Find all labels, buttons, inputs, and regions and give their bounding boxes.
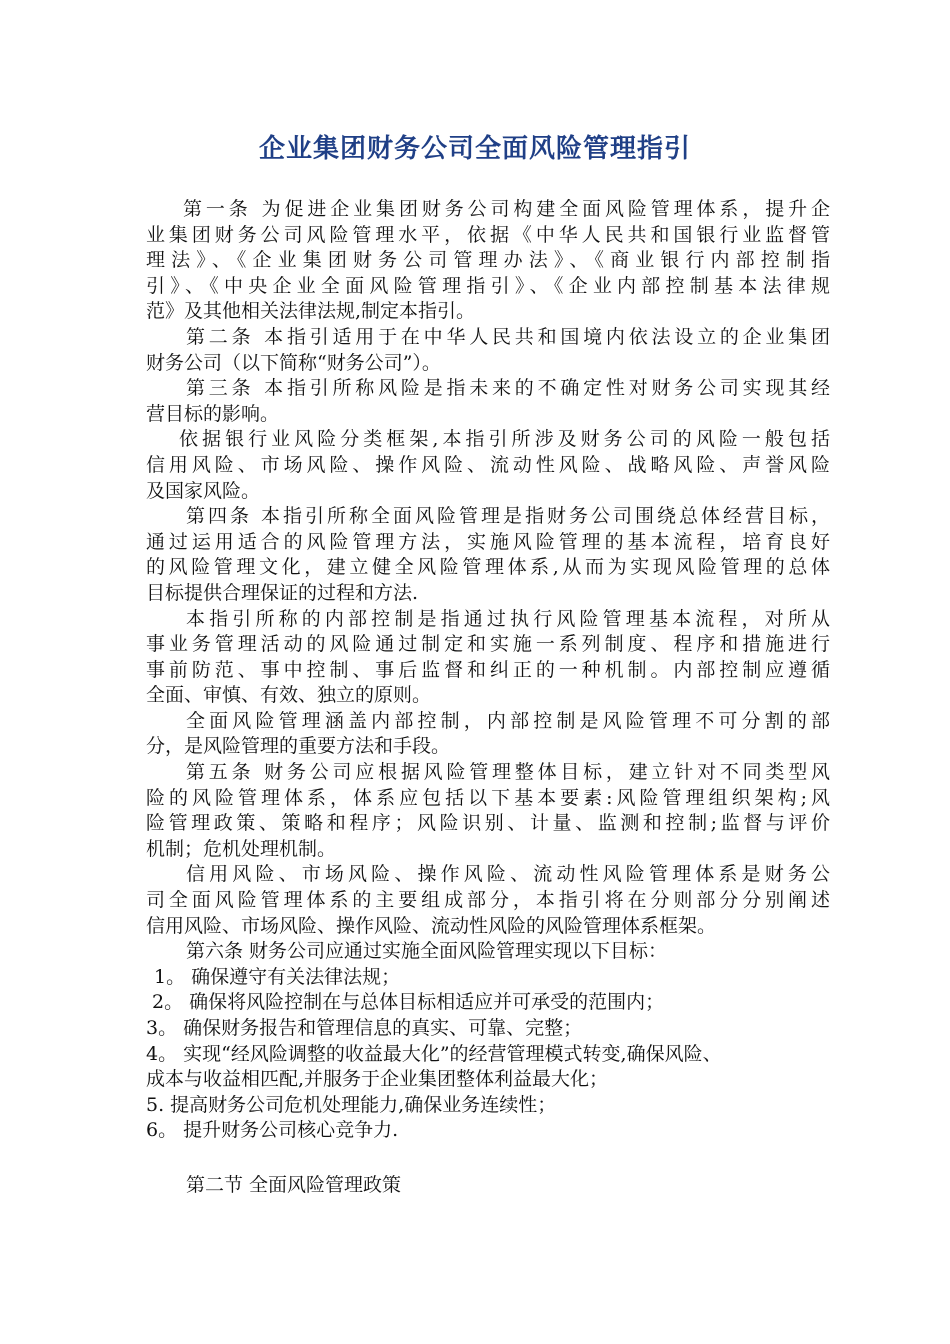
paragraph-line: 业集团财务公司风险管理水平，依据《中华人民共和国银行业监督管 <box>146 223 830 246</box>
list-item: 6。 提升财务公司核心竞争力. <box>146 1119 399 1142</box>
paragraph-line: 财务公司（以下简称“财务公司”）。 <box>146 351 441 374</box>
paragraph-line: 全面、审慎、有效、独立的原则。 <box>146 684 432 707</box>
paragraph-line: 事前防范、事中控制、事后监督和纠正的一种机制。内部控制应遵循 <box>146 658 830 681</box>
paragraph-line: 的风险管理文化，建立健全风险管理体系,从而为实现风险管理的总体 <box>146 556 830 579</box>
paragraph-line: 险管理政策、策略和程序；风险识别、计量、监测和控制;监督与评价 <box>146 812 830 835</box>
paragraph-line: 范》及其他相关法律法规,制定本指引。 <box>146 300 476 323</box>
document-body <box>146 197 830 1199</box>
section-heading: 第二节 全面风险管理政策 <box>186 1173 402 1196</box>
paragraph-line: 信用风险、市场风险、操作风险、流动性风险、战略风险、声誉风险 <box>146 453 830 476</box>
list-item: 2。 确保将风险控制在与总体目标相适应并可承受的范围内； <box>152 991 665 1014</box>
paragraph-line: 第一条 为促进企业集团财务公司构建全面风险管理体系，提升企 <box>183 198 830 220</box>
list-item: 成本与收益相匹配,并服务于企业集团整体利益最大化； <box>146 1068 609 1091</box>
paragraph-line: 第三条 本指引所称风险是指未来的不确定性对财务公司实现其经 <box>186 377 830 400</box>
list-item: 5. 提高财务公司危机处理能力,确保业务连续性； <box>146 1093 557 1116</box>
paragraph-line: 目标提供合理保证的过程和方法. <box>146 581 419 604</box>
paragraph-line: 通过运用适合的风险管理方法，实施风险管理的基本流程，培育良好 <box>146 530 830 553</box>
paragraph-line: 机制；危机处理机制。 <box>146 837 337 860</box>
paragraph-line: 引》、《中央企业全面风险管理指引》、《企业内部控制基本法律规 <box>146 274 830 297</box>
paragraph-line: 第六条 财务公司应通过实施全面风险管理实现以下目标： <box>186 940 668 963</box>
paragraph-line: 信用风险、市场风险、操作风险、流动性风险的风险管理体系框架。 <box>146 914 717 937</box>
paragraph-line: 营目标的影响。 <box>146 402 280 425</box>
list-item: 4。 实现“经风险调整的收益最大化”的经营管理模式转变,确保风险、 <box>146 1042 722 1065</box>
paragraph-line: 险的风险管理体系，体系应包括以下基本要素:风险管理组织架构;风 <box>146 786 830 809</box>
paragraph-line: 及国家风险。 <box>146 479 261 502</box>
paragraph-line: 理法》、《企业集团财务公司管理办法》、《商业银行内部控制指 <box>146 249 830 272</box>
paragraph-line: 全面风险管理涵盖内部控制，内部控制是风险管理不可分割的部 <box>186 709 830 732</box>
paragraph-line: 分，是风险管理的重要方法和手段。 <box>146 735 451 758</box>
paragraph-line: 信用风险、市场风险、操作风险、流动性风险管理体系是财务公 <box>186 863 830 886</box>
list-item: 3。 确保财务报告和管理信息的真实、可靠、完整； <box>146 1017 583 1039</box>
section-gap <box>146 1144 830 1173</box>
list-item: 1。 确保遵守有关法律法规； <box>154 965 401 988</box>
document-title: 企业集团财务公司全面风险管理指引 <box>258 134 691 164</box>
paragraph-line: 第四条 本指引所称全面风险管理是指财务公司围绕总体经营目标， <box>186 505 830 528</box>
paragraph-line: 事业务管理活动的风险通过制定和实施一系列制度、程序和措施进行 <box>146 633 830 656</box>
paragraph-line: 司全面风险管理体系的主要组成部分，本指引将在分则部分分别阐述 <box>146 889 830 912</box>
paragraph-line: 第五条 财务公司应根据风险管理整体目标，建立针对不同类型风 <box>186 761 830 784</box>
paragraph-line: 本指引所称的内部控制是指通过执行风险管理基本流程，对所从 <box>186 607 830 630</box>
paragraph-line: 依据银行业风险分类框架,本指引所涉及财务公司的风险一般包括 <box>179 428 830 451</box>
paragraph-line: 第二条 本指引适用于在中华人民共和国境内依法设立的企业集团 <box>186 325 830 348</box>
